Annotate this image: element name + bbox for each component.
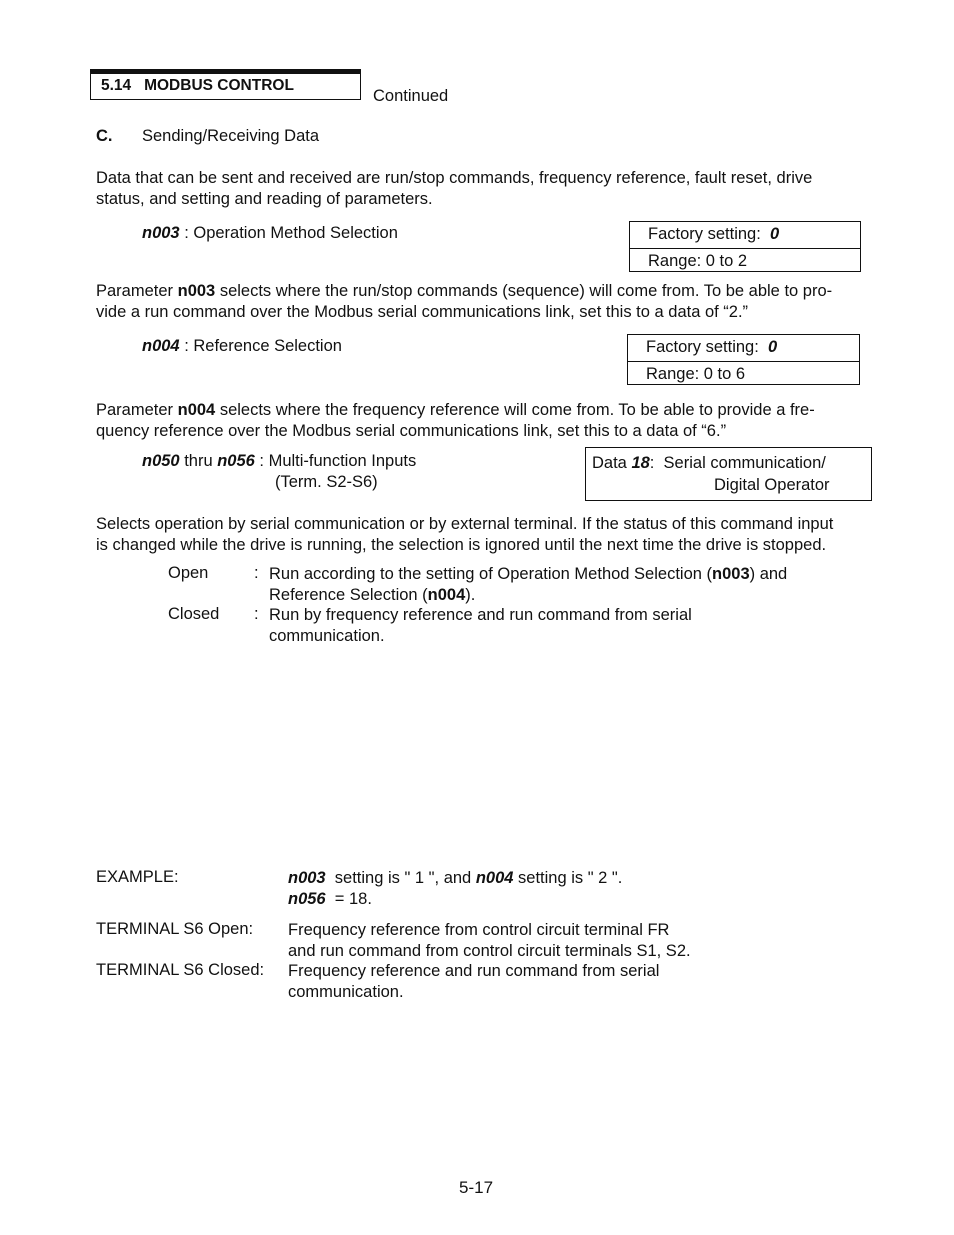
- desc-pre: Parameter: [96, 282, 178, 300]
- n003-label: : Operation Method Selection: [179, 224, 398, 242]
- n050-heading: [142, 451, 416, 492]
- section-header-title: 5.14 MODBUS CONTROL: [101, 77, 294, 94]
- n003-description: [96, 281, 832, 322]
- n050-label: : Multi-function Inputs: [254, 452, 417, 470]
- n004-desc-line-2: quency reference over the Modbus serial communications link, set this to a data of “6.”: [96, 421, 727, 440]
- open-line1-pre: Run according to the setting of Operation Method Selection (: [269, 565, 713, 583]
- intro-line-2: status, and setting and reading of parameters.: [96, 189, 433, 208]
- n003-desc-line-1: [96, 281, 832, 302]
- s6-closed-label: TERMINAL S6 Closed:: [96, 961, 265, 979]
- factory-label: Factory setting:: [646, 338, 768, 356]
- open-term: Open: [168, 564, 209, 582]
- open-colon: :: [254, 564, 259, 582]
- n050-box-line-1: [592, 452, 871, 474]
- closed-description: [269, 605, 692, 646]
- open-line2-code: n004: [427, 585, 466, 604]
- n056-code: n056: [217, 452, 255, 470]
- open-line1-code: n003: [712, 565, 750, 583]
- selects-line-1: Selects operation by serial communication or by external terminal. If the status of this command input: [96, 515, 834, 533]
- n050-box-line-2: Digital Operator: [714, 476, 830, 494]
- s6-open-line-1: Frequency reference from control circuit terminal FR: [288, 921, 670, 939]
- s6-open-line-2: and run command from control circuit terminals S1, S2.: [288, 941, 691, 960]
- intro-paragraph: [96, 168, 812, 209]
- n004-heading: [142, 337, 342, 356]
- s6-open-description: [288, 920, 691, 961]
- n004-description: [96, 400, 815, 441]
- example-code-n056: n056: [288, 889, 326, 908]
- closed-colon: :: [254, 605, 259, 623]
- factory-value: 0: [769, 225, 780, 243]
- selects-paragraph: [96, 514, 833, 555]
- example-code-n004: n004: [475, 869, 514, 887]
- open-line2-post: ).: [465, 585, 476, 604]
- box-pre: Data: [592, 454, 632, 472]
- n003-factory-row: [630, 222, 860, 248]
- desc-text: selects where the run/stop commands (sequence) will come from. To be able to pro-: [215, 282, 833, 300]
- example-text-2: setting is " 2 ".: [513, 869, 623, 887]
- s6-closed-line-1: Frequency reference and run command from serial: [288, 962, 660, 980]
- s6-closed-line-2: communication.: [288, 982, 404, 1001]
- n003-settings-box: [629, 221, 861, 272]
- n004-desc-line-1: [96, 400, 815, 421]
- factory-value: 0: [767, 338, 778, 356]
- closed-line-2: communication.: [269, 626, 385, 645]
- n004-label: : Reference Selection: [179, 337, 342, 355]
- n050-code: n050: [142, 452, 180, 470]
- open-line1-post: ) and: [749, 565, 788, 583]
- n004-settings-box: [627, 334, 860, 385]
- desc-text: selects where the frequency reference will come from. To be able to provide a fre-: [215, 401, 815, 419]
- desc-pre: Parameter: [96, 401, 178, 419]
- n004-code: n004: [142, 337, 180, 355]
- example-label: EXAMPLE:: [96, 868, 179, 886]
- n003-heading: [142, 224, 398, 243]
- n003-code: n003: [142, 224, 180, 242]
- n050-data-box: [585, 447, 872, 501]
- n004-factory-row: [628, 335, 859, 361]
- continued-label: Continued: [373, 87, 449, 105]
- example-text-1: setting is " 1 ", and: [325, 869, 476, 887]
- factory-label: Factory setting:: [648, 225, 770, 243]
- closed-term: Closed: [168, 605, 220, 623]
- example-text-3: = 18.: [325, 889, 372, 908]
- desc-code: n004: [177, 401, 216, 419]
- selects-line-2: is changed while the drive is running, the selection is ignored until the next time the drive is stopped.: [96, 535, 827, 554]
- example-code-n003: n003: [288, 869, 326, 887]
- section-letter: C.: [96, 127, 113, 145]
- open-description: [269, 564, 787, 605]
- thru-word: thru: [179, 452, 218, 470]
- open-line2-pre: Reference Selection (: [269, 585, 428, 604]
- s6-closed-description: [288, 961, 659, 1002]
- example-content: [288, 868, 622, 909]
- box-post: : Serial communication/: [649, 454, 826, 472]
- n050-label-terminals: (Term. S2-S6): [275, 472, 378, 491]
- closed-line-1: Run by frequency reference and run command from serial: [269, 606, 692, 624]
- s6-open-label: TERMINAL S6 Open:: [96, 920, 254, 938]
- box-num: 18: [631, 454, 650, 472]
- intro-line-1: Data that can be sent and received are run/stop commands, frequency reference, fault reset, drive: [96, 169, 813, 187]
- section-title: Sending/Receiving Data: [142, 127, 320, 145]
- desc-code: n003: [177, 282, 216, 300]
- n003-range-row: Range: 0 to 2: [630, 248, 860, 274]
- page-number: 5-17: [459, 1178, 494, 1197]
- n004-range-row: Range: 0 to 6: [628, 361, 859, 387]
- n003-desc-line-2: vide a run command over the Modbus serial communications link, set this to a data of “2.”: [96, 302, 749, 321]
